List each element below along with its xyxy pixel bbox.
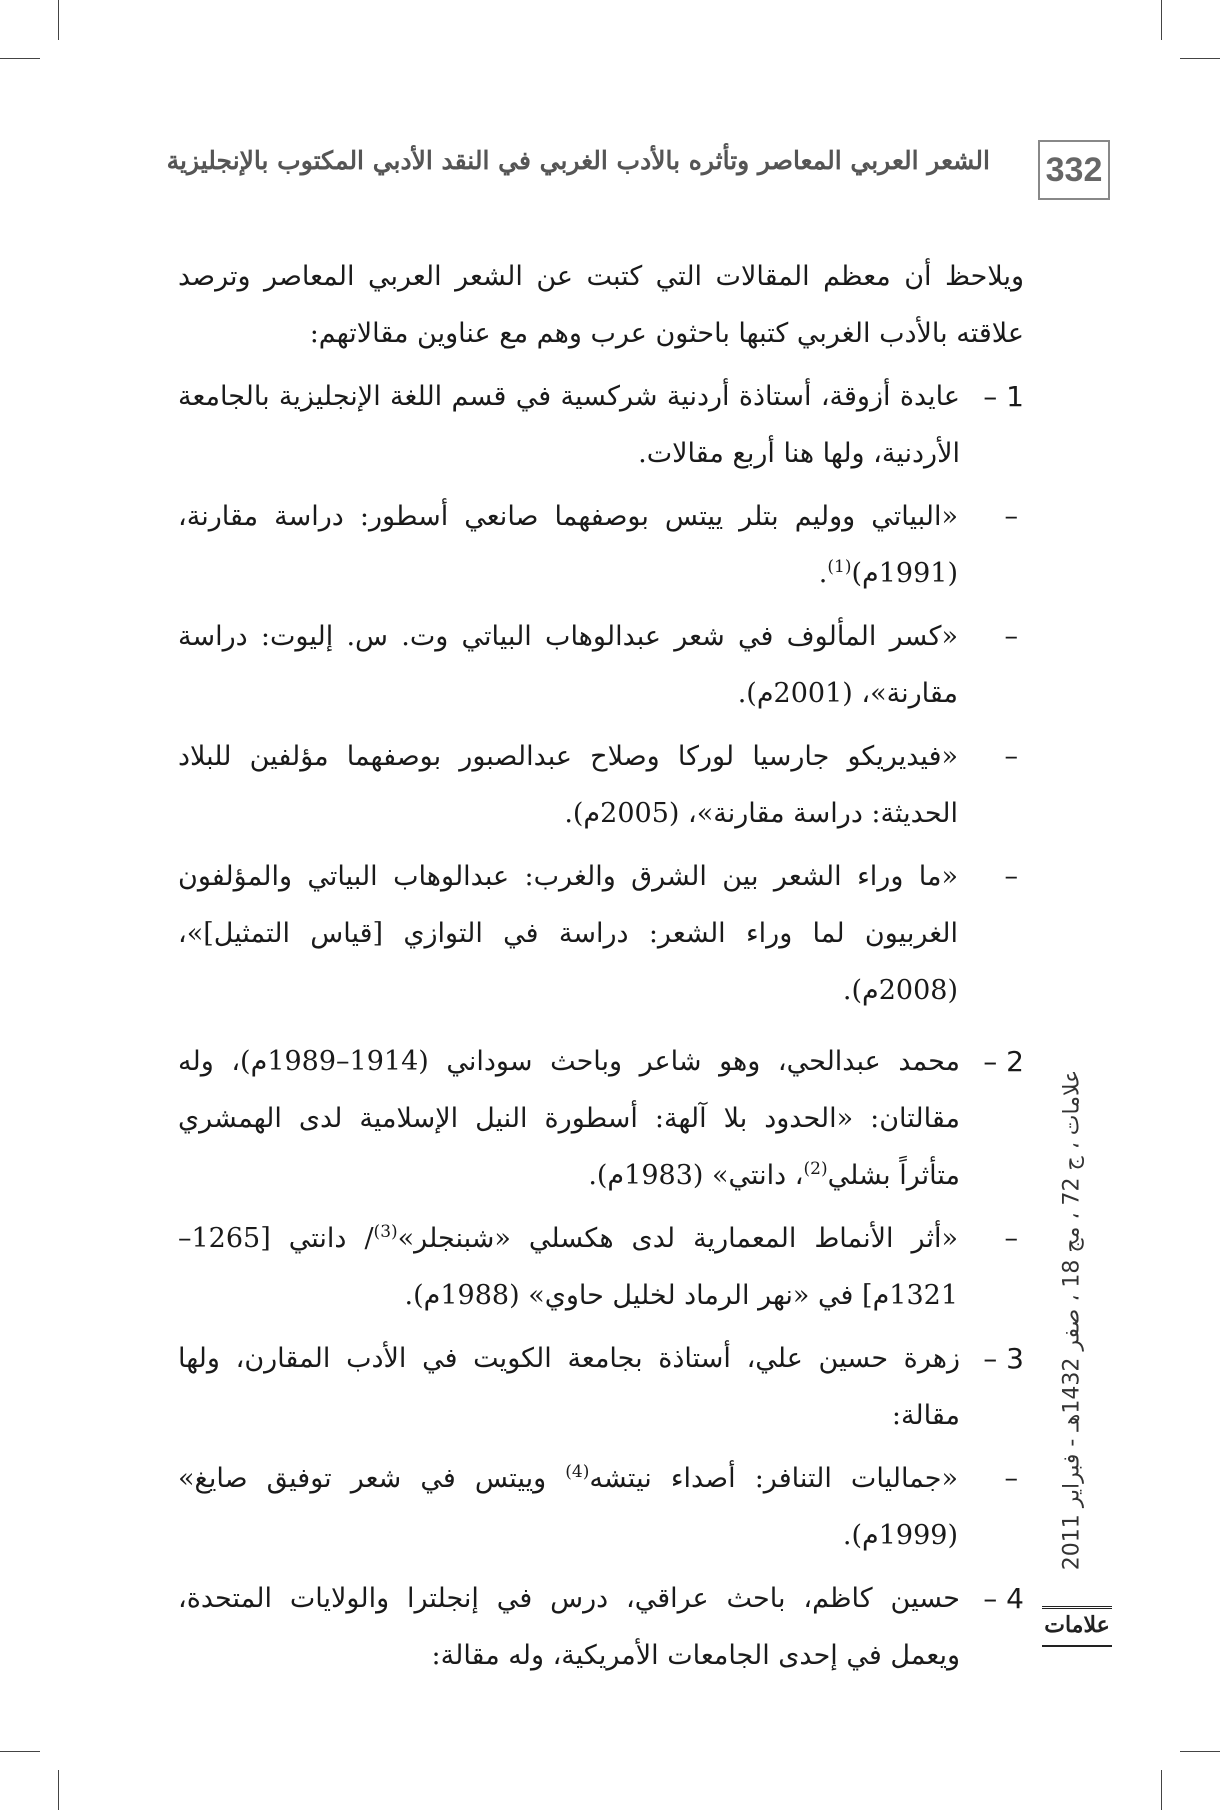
footnote-ref[interactable]: (3) bbox=[373, 1222, 398, 1242]
item-text: زهرة حسين علي، أستاذة بجامعة الكويت في الأدب المقارن، ولها مقالة: bbox=[178, 1343, 960, 1431]
list-item bbox=[178, 1033, 1024, 1204]
footnote-ref[interactable]: (1) bbox=[827, 557, 852, 577]
sub-item-text: «فيديريكو جارسيا لوركا وصلاح عبدالصبور بوصفهما مؤلفين للبلاد الحديثة: دراسة مقارنة»، (2005م). bbox=[178, 741, 958, 829]
dash-marker: – bbox=[1004, 621, 1018, 652]
item-text: حسين كاظم، باحث عراقي، درس في إنجلترا والولايات المتحدة، ويعمل في إحدى الجامعات الأمريكية، وله مقالة: bbox=[178, 1583, 960, 1671]
item-number: 4 – bbox=[983, 1582, 1024, 1615]
sub-item-text: «جماليات التنافر: أصداء نيتشه bbox=[589, 1463, 958, 1494]
crop-mark bbox=[58, 0, 59, 40]
journal-info-sidebar bbox=[1052, 1040, 1092, 1600]
item-number: 3 – bbox=[983, 1342, 1024, 1375]
crop-mark bbox=[1161, 1770, 1162, 1810]
page-header bbox=[166, 140, 1110, 210]
sub-item bbox=[178, 488, 1024, 602]
footnote-ref[interactable]: (4) bbox=[565, 1462, 590, 1482]
item-text: عايدة أزوقة، أستاذة أردنية شركسية في قسم اللغة الإنجليزية بالجامعة الأردنية، ولها هنا أربع مقالات. bbox=[178, 381, 960, 469]
item-number: 1 – bbox=[983, 380, 1024, 413]
sub-item bbox=[178, 608, 1024, 722]
sub-item-text: «كسر المألوف في شعر عبدالوهاب البياتي وت. س. إليوت: دراسة مقارنة»، (2001م). bbox=[178, 621, 958, 709]
crop-mark bbox=[1161, 0, 1162, 40]
journal-logo: علامات bbox=[1042, 1606, 1112, 1647]
crop-mark bbox=[58, 1770, 59, 1810]
sub-item bbox=[178, 848, 1024, 1019]
item-number: 2 – bbox=[983, 1045, 1024, 1078]
crop-mark bbox=[1180, 58, 1220, 59]
dash-marker: – bbox=[1004, 1463, 1018, 1494]
item-text: محمد عبدالحي، وهو شاعر وباحث سوداني (1914–1989م)، وله مقالتان: «الحدود بلا آلهة: أسطورة النيل الإسلامية لدى الهمشري متأثراً بشلي bbox=[178, 1046, 961, 1191]
sub-item bbox=[178, 1210, 1024, 1324]
footnote-ref[interactable]: (2) bbox=[803, 1159, 828, 1179]
list-item bbox=[178, 1330, 1024, 1444]
sub-item-text: «البياتي ووليم بتلر ييتس بوصفهما صانعي أسطور: دراسة مقارنة، (1991م) bbox=[178, 501, 958, 589]
crop-mark bbox=[0, 1751, 40, 1752]
sub-item bbox=[178, 728, 1024, 842]
sub-item-text: «ما وراء الشعر بين الشرق والغرب: عبدالوهاب البياتي والمؤلفون الغربيون لما وراء الشعر: دراسة في التوازي [قياس التمثيل]»، (2008م). bbox=[178, 861, 958, 1006]
dash-marker: – bbox=[1004, 1223, 1018, 1254]
page-number: 332 bbox=[1038, 140, 1110, 200]
sub-item bbox=[178, 1450, 1024, 1564]
dash-marker: – bbox=[1004, 741, 1018, 772]
dash-marker: – bbox=[1004, 861, 1018, 892]
crop-mark bbox=[1180, 1751, 1220, 1752]
dash-marker: – bbox=[1004, 501, 1018, 532]
item-text-tail: ، دانتي» (1983م). bbox=[588, 1160, 804, 1191]
article-body bbox=[178, 248, 1024, 1684]
journal-info-text: علامات ، ج 72 ، مج 18 ، صفر 1432هـ - فبراير 2011 bbox=[1059, 1069, 1085, 1571]
crop-mark bbox=[0, 58, 40, 59]
intro-paragraph: ويلاحظ أن معظم المقالات التي كتبت عن الشعر العربي المعاصر وترصد علاقته بالأدب الغربي كتبها باحثون عرب وهم مع عناوين مقالاتهم: bbox=[178, 261, 1024, 349]
running-title: الشعر العربي المعاصر وتأثره بالأدب الغربي في النقد الأدبي المكتوب بالإنجليزية bbox=[166, 146, 990, 175]
sub-item-tail: وييتس في شعر توفيق صايغ» (1999م). bbox=[178, 1463, 958, 1551]
sub-item-tail: . bbox=[818, 558, 828, 589]
sub-item-text: «أثر الأنماط المعمارية لدى هكسلي «شبنجلر» bbox=[397, 1223, 958, 1254]
sub-item-tail: / دانتي [1265– 1321م] في «نهر الرماد لخليل حاوي» (1988م). bbox=[178, 1223, 958, 1311]
list-item bbox=[178, 368, 1024, 482]
list-item bbox=[178, 1570, 1024, 1684]
